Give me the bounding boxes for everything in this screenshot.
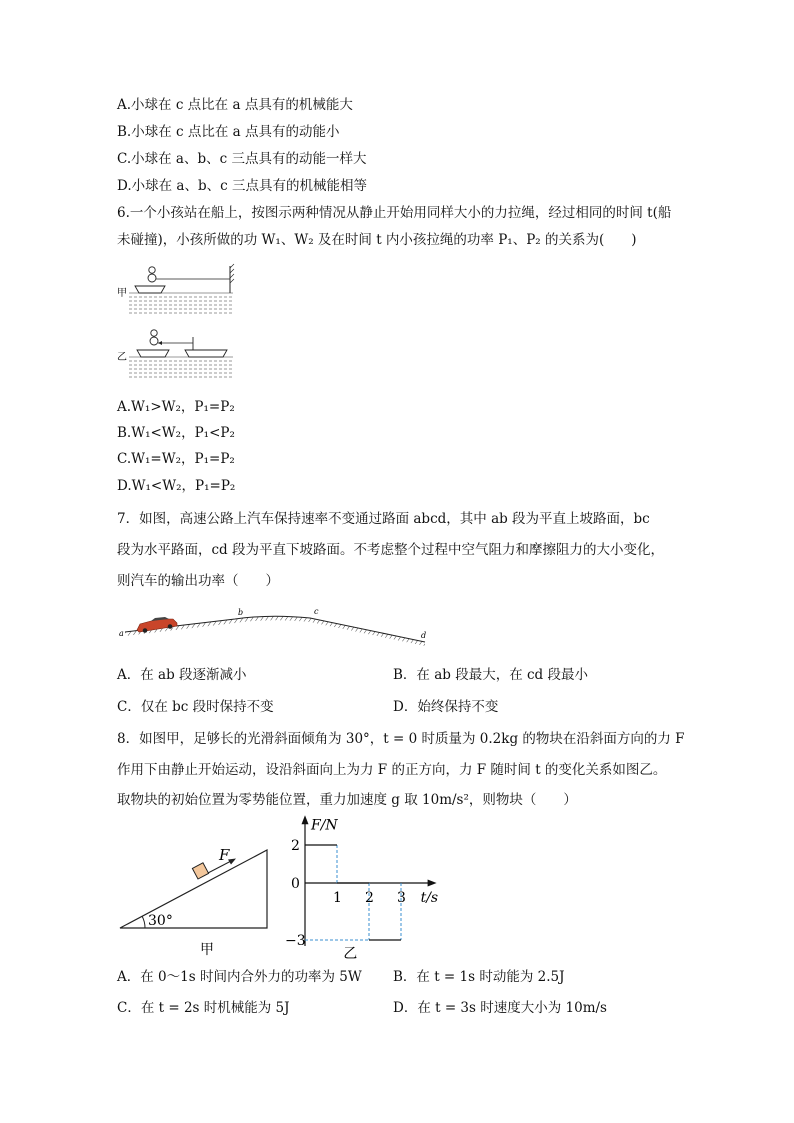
q6-option-d: D.W₁<W₂，P₁=P₂ xyxy=(117,478,236,494)
x-tick-label: 2 xyxy=(365,890,374,906)
child-jia xyxy=(148,267,156,282)
q5-option-b: B.小球在 c 点比在 a 点具有的动能小 xyxy=(117,124,340,140)
angle-arc xyxy=(142,916,145,928)
q6-option-a: A.W₁>W₂，P₁=P₂ xyxy=(117,399,235,415)
y-tick-label: 0 xyxy=(291,876,300,892)
q8-stem-line3: 取物块的初始位置为零势能位置，重力加速度 g 取 10m/s²，则物块（ ） xyxy=(117,792,577,808)
q5-option-c: C.小球在 a、b、c 三点具有的动能一样大 xyxy=(117,151,367,167)
q7-option-b: B．在 ab 段最大，在 cd 段最小 xyxy=(393,667,588,683)
q8-option-a: A．在 0～1s 时间内合外力的功率为 5W xyxy=(117,969,362,985)
fig-yi-label: 乙 xyxy=(343,946,358,962)
angle-label: 30° xyxy=(148,913,173,929)
q6-label-jia: 甲 xyxy=(117,288,127,299)
x-tick-label: 3 xyxy=(397,890,406,906)
q8-incline-figure xyxy=(115,840,275,960)
q8-option-b: B．在 t = 1s 时动能为 2.5J xyxy=(393,969,565,985)
q7-stem-line3: 则汽车的输出功率（ ） xyxy=(117,573,279,589)
q6-option-c: C.W₁=W₂，P₁=P₂ xyxy=(117,451,235,467)
q6-label-yi: 乙 xyxy=(117,352,127,363)
point-d: d xyxy=(421,631,427,640)
q5-option-d: D.小球在 a、b、c 三点具有的机械能相等 xyxy=(117,178,367,194)
point-a: a xyxy=(119,629,124,638)
q7-option-a: A．在 ab 段逐渐减小 xyxy=(117,667,247,683)
y-axis-label: F/N xyxy=(311,817,338,834)
fig-jia-label: 甲 xyxy=(200,942,214,958)
q8-stem-line1: 8．如图甲，足够长的光滑斜面倾角为 30°，t = 0 时质量为 0.2kg 的物块在沿斜面方向的力 F xyxy=(117,731,685,747)
point-b: b xyxy=(238,608,244,617)
q8-stem-line2: 作用下由静止开始运动，设沿斜面向上为力 F 的正方向，力 F 随时间 t 的变化关系如图乙。 xyxy=(117,762,667,778)
block xyxy=(192,863,208,879)
boat-jia xyxy=(135,286,165,293)
y-tick-label: 2 xyxy=(291,838,300,854)
child-yi xyxy=(150,330,158,345)
water-yi xyxy=(129,357,233,377)
q7-road-figure xyxy=(115,605,435,650)
boat-yi-left xyxy=(137,350,169,357)
q6-stem-line1: 6.一个小孩站在船上，按图示两种情况从静止开始用同样大小的力拉绳，经过相同的时间 t(船 xyxy=(117,205,672,221)
wall-jia xyxy=(230,264,234,293)
q7-stem-line2: 段为水平路面，cd 段为平直下坡路面。不考虑整个过程中空气阻力和摩擦阻力的大小变化， xyxy=(117,542,664,558)
q7-option-d: D．始终保持不变 xyxy=(393,699,499,715)
q6-figure xyxy=(115,262,240,387)
x-axis-label: t/s xyxy=(420,890,439,906)
q8-option-c: C．在 t = 2s 时机械能为 5J xyxy=(117,1000,290,1016)
force-label: F xyxy=(219,846,230,864)
y-tick-label: −3 xyxy=(285,933,306,949)
boat-yi-right xyxy=(185,350,227,357)
x-axis-arrow xyxy=(428,880,437,887)
q5-option-a: A.小球在 c 点比在 a 点具有的机械能大 xyxy=(117,97,353,113)
rope-yi xyxy=(158,337,193,350)
water-jia xyxy=(129,293,233,313)
x-tick-label: 1 xyxy=(333,890,342,906)
q7-option-c: C．仅在 bc 段时保持不变 xyxy=(117,699,274,715)
force-time-chart xyxy=(280,810,450,965)
q8-option-d: D．在 t = 3s 时速度大小为 10m/s xyxy=(393,1000,607,1016)
y-axis-arrow xyxy=(302,815,309,824)
q7-stem-line1: 7．如图，高速公路上汽车保持速率不变通过路面 abcd，其中 ab 段为平直上坡路面，bc xyxy=(117,511,650,527)
point-c: c xyxy=(314,607,319,616)
q6-option-b: B.W₁<W₂，P₁<P₂ xyxy=(117,425,235,441)
q6-stem-line2: 未碰撞)，小孩所做的功 W₁、W₂ 及在时间 t 内小孩拉绳的功率 P₁、P₂ 的关系为( ) xyxy=(117,232,637,248)
